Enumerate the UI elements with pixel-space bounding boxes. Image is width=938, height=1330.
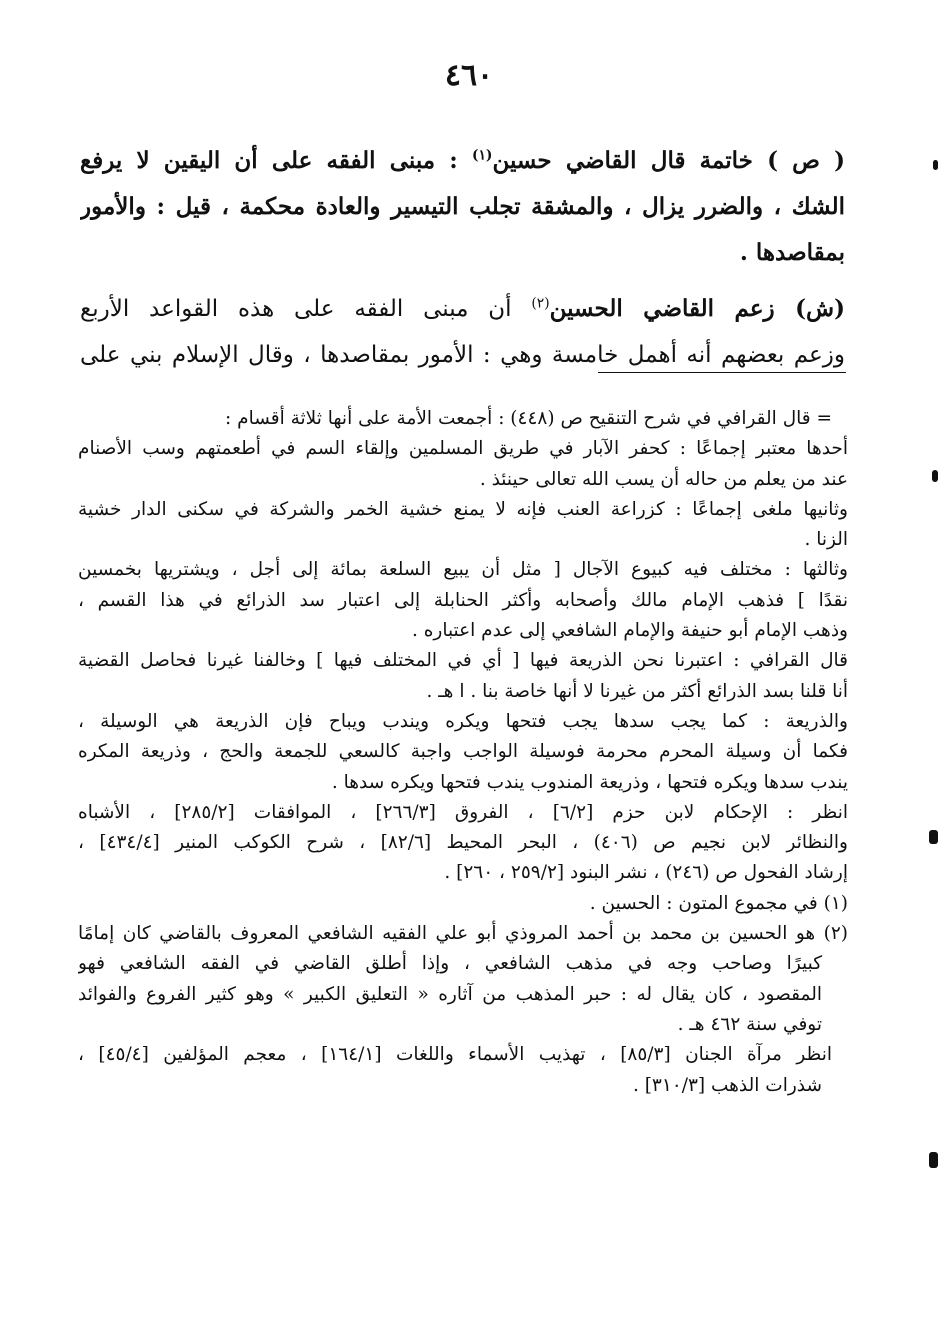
footnote-line: قال القرافي : اعتبرنا نحن الذريعة فيها [ أي في المختلف فيها ] وخالفنا غيرنا فحاصل القضية <box>78 650 848 672</box>
footnote-line: المقصود ، كان يقال له : حبر المذهب من آثاره « التعليق الكبير » وهو كثير الفروع والفوائد <box>78 983 822 1005</box>
footnote-line: نقدًا ] فذهب الإمام مالك وأصحابه وأكثر الحنابلة إلى اعتبار سد الذرائع في هذا القسم ، <box>78 589 848 611</box>
sharh-line-1 <box>80 286 845 332</box>
footnote-line: يندب سدها ويكره فتحها ، وذريعة المندوب يندب فتحها ويكره سدها . <box>331 771 848 793</box>
footnote-line: الزنا . <box>804 529 848 551</box>
sharh-line-1-b: أن مبنى الفقه على هذه القواعد الأربع <box>80 296 532 322</box>
margin-mark-2 <box>932 470 938 482</box>
footnote-line: انظر مرآة الجنان [٨٥/٣] ، تهذيب الأسماء واللغات [١٦٤/١] ، معجم المؤلفين [٤٥/٤] ، <box>78 1044 832 1066</box>
footnote-1: (١) في مجموع المتون : الحسين . <box>589 892 848 914</box>
footnote-line: توفي سنة ٤٦٢ هـ . <box>677 1013 822 1035</box>
footnote-ref-2[interactable]: (٢) <box>531 295 550 312</box>
footnotes-section <box>78 404 848 1101</box>
footnote-line: وذهب الإمام أبو حنيفة والإمام الشافعي إلى عدم اعتباره . <box>411 620 848 642</box>
footnote-line: فكما أن وسيلة المحرم محرمة فوسيلة الواجب واجبة كالسعي للجمعة والحج ، وذريعة المكره <box>78 741 848 763</box>
footnote-line: عند من يعلم من حاله أن يسب الله تعالى حينئذ . <box>479 468 848 490</box>
footnote-line: وثالثها : مختلف فيه كبيوع الآجال [ مثل أن يبيع السلعة بمائة إلى أجل ، ويشتريها بخمسين <box>78 559 848 581</box>
footnote-line: شذرات الذهب [٣١٠/٣] . <box>632 1074 822 1096</box>
footnote-line: والنظائر لابن نجيم ص (٤٠٦) ، البحر المحيط [٨٢/٦] ، شرح الكوكب المنير [٤٣٤/٤] ، <box>78 832 848 854</box>
footnote-line: كبيرًا وصاحب وجه في مذهب الشافعي ، وإذا أطلق القاضي في الفقه الشافعي فهو <box>78 953 822 975</box>
text-underline <box>598 372 846 373</box>
footnote-ref-1[interactable]: (١) <box>471 147 493 164</box>
page-number: ٤٦٠ <box>444 58 494 93</box>
matn-line-1-a: ( ص ) خاتمة قال القاضي حسين <box>492 147 845 174</box>
footnote-line: = قال القرافي في شرح التنقيح ص (٤٤٨) : أجمعت الأمة على أنها ثلاثة أقسام : <box>225 408 832 429</box>
footnote-line: والذريعة : كما يجب سدها يجب فتحها ويكره ويندب ويباح فإن الذريعة هي الوسيلة ، <box>78 710 848 732</box>
matn-line-2: الشك ، والضرر يزال ، والمشقة تجلب التيسير والعادة محكمة ، قيل : والأمور <box>80 193 845 220</box>
footnote-line: أنا قلنا بسد الذرائع أكثر من غيرنا لا أنها خاصة بنا . ا هـ . <box>426 680 848 702</box>
footnote-line: إرشاد الفحول ص (٢٤٦) ، نشر البنود [٢٥٩/٢ ، ٢٦٠] . <box>444 862 848 884</box>
margin-mark-1 <box>933 160 938 170</box>
matn-line-1-b: : مبنى الفقه على أن اليقين لا يرفع <box>80 147 472 174</box>
margin-mark-3 <box>929 830 938 844</box>
margin-mark-4 <box>929 1152 938 1168</box>
sharh-line-1-a: (ش) زعم القاضي الحسين <box>549 295 845 322</box>
matn-line-1 <box>80 138 845 184</box>
sharh-line-2: وزعم بعضهم أنه أهمل خامسة وهي : الأمور بمقاصدها ، وقال الإسلام بني على <box>80 342 845 368</box>
matn-text <box>80 138 845 276</box>
footnote-line: وثانيها ملغى إجماعًا : كزراعة العنب فإنه لا يمنع خشية الخمر والشركة في سكنى الدار خشية <box>78 498 848 520</box>
footnote-2: (٢) هو الحسين بن محمد بن أحمد المروذي أبو علي الفقيه الشافعي المعروف بالقاضي كان إمامًا <box>78 923 848 945</box>
footnote-line: انظر : الإحكام لابن حزم [٦/٢] ، الفروق [٢٦٦/٣] ، الموافقات [٢٨٥/٢] ، الأشباه <box>78 801 848 823</box>
sharh-text <box>80 286 845 378</box>
matn-line-3: بمقاصدها . <box>739 239 845 266</box>
footnote-line: أحدها معتبر إجماعًا : كحفر الآبار في طريق المسلمين وإلقاء السم في أطعمتهم وسب الأصنام <box>78 438 848 460</box>
